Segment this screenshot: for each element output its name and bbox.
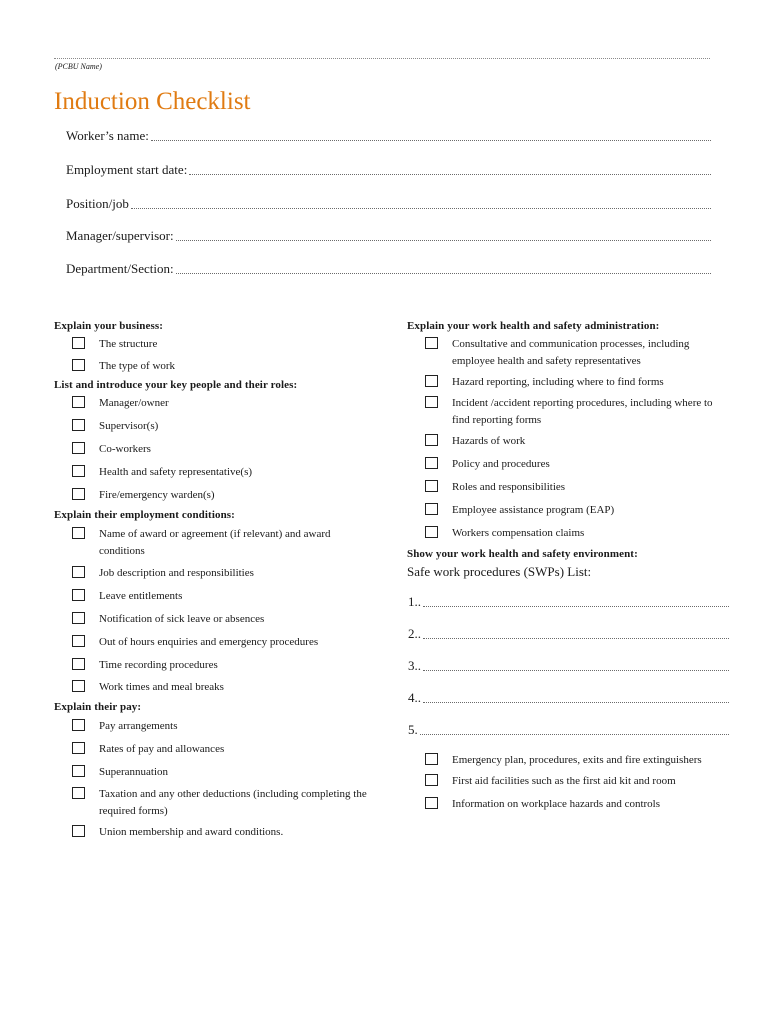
field-department-section[interactable] [66,261,711,277]
checkbox[interactable] [72,825,85,837]
checkbox[interactable] [72,680,85,692]
checkbox[interactable] [425,526,438,538]
checklist-item[interactable] [407,796,729,813]
checkbox[interactable] [72,488,85,500]
swp-number: 1.. [408,594,421,609]
checklist-item-label: Time recording procedures [99,659,218,671]
section-heading-business: Explain your business: [54,320,163,332]
fill-line[interactable] [423,702,729,703]
pcbu-name-caption: (PCBU Name) [55,62,102,71]
checklist-item-label: Leave entitlements [99,590,183,602]
checkbox[interactable] [72,765,85,777]
checklist-item-label: Employee assistance program (EAP) [452,504,615,516]
checkbox[interactable] [72,396,85,408]
page-title: Induction Checklist [54,88,251,115]
checklist-item-label: Supervisor(s) [99,420,159,432]
checklist-item-label: Incident /accident reporting procedures, including where to find reporting forms [452,397,713,426]
checklist-item[interactable] [407,502,729,519]
swp-entry[interactable] [408,594,729,610]
checklist-item[interactable] [407,752,729,769]
checklist-item-label: Hazard reporting, including where to find forms [452,376,664,388]
checklist-item[interactable] [54,679,374,696]
swp-number: 5. [408,722,418,737]
field-manager-supervisor[interactable] [66,228,711,244]
swp-entry[interactable] [408,626,729,642]
checklist-item-label: Consultative and communication processes, including employee health and safety representatives [452,338,690,367]
checklist-item-label: Taxation and any other deductions (including completing the required forms) [99,788,367,817]
checklist-item[interactable] [54,741,374,758]
field-label: Position/job [66,196,129,211]
checkbox[interactable] [425,503,438,515]
checklist-item-label: Work times and meal breaks [99,681,224,693]
checkbox[interactable] [425,480,438,492]
field-employment-start-date[interactable] [66,162,711,178]
checkbox[interactable] [425,457,438,469]
checklist-item[interactable] [54,634,374,651]
checklist-item[interactable] [54,395,374,412]
checklist-item-label: Co-workers [99,443,151,455]
swp-number: 3.. [408,658,421,673]
fill-line[interactable] [189,174,711,175]
checklist-item[interactable] [54,786,374,820]
checklist-item[interactable] [54,441,374,458]
checkbox[interactable] [425,774,438,786]
fill-line[interactable] [423,670,729,671]
section-heading-pay: Explain their pay: [54,701,142,713]
swp-list-title: Safe work procedures (SWPs) List: [407,564,592,579]
field-label: Department/Section: [66,261,174,276]
checklist-item[interactable] [54,824,374,841]
checklist-item-label: First aid facilities such as the first aid kit and room [452,775,676,787]
swp-entry[interactable] [408,722,729,738]
checklist-item[interactable] [54,657,374,674]
pcbu-name-line [54,58,710,59]
checkbox[interactable] [72,419,85,431]
checklist-item[interactable] [407,773,729,790]
checklist-item-label: Health and safety representative(s) [99,466,253,478]
checklist-item-label: Policy and procedures [452,458,550,470]
swp-entry[interactable] [408,658,729,674]
checkbox[interactable] [72,442,85,454]
checkbox[interactable] [72,719,85,731]
checklist-item[interactable] [54,487,374,504]
checklist-item[interactable] [54,718,374,735]
field-label: Employment start date: [66,162,188,177]
checklist-item-label: Out of hours enquiries and emergency procedures [99,636,319,648]
checklist-item[interactable] [407,525,729,542]
checklist-item[interactable] [54,588,374,605]
checklist-item-label: The type of work [99,360,176,372]
field-label: Worker’s name: [66,128,149,143]
checklist-item-label: Name of award or agreement (if relevant) and award conditions [99,528,331,557]
fill-line[interactable] [176,273,711,274]
checkbox[interactable] [425,434,438,446]
checkbox[interactable] [425,337,438,349]
checkbox[interactable] [72,465,85,477]
field-workers-name[interactable] [66,128,711,144]
fill-line[interactable] [423,638,729,639]
checkbox[interactable] [72,566,85,578]
checklist-item-label: Superannuation [99,766,169,778]
checklist-item-label: Hazards of work [452,435,526,447]
section-heading-environment: Show your work health and safety environment: [407,548,638,560]
checklist-item[interactable] [407,336,729,370]
checklist-item-label: Fire/emergency warden(s) [99,489,215,501]
checkbox[interactable] [72,658,85,670]
checklist-item[interactable] [407,479,729,496]
checkbox[interactable] [72,612,85,624]
checklist-item-label: Job description and responsibilities [99,567,254,579]
checklist-item-label: The structure [99,338,158,350]
checklist-item[interactable] [407,395,729,429]
swp-number: 2.. [408,626,421,641]
checkbox[interactable] [72,787,85,799]
fill-line[interactable] [423,606,729,607]
checkbox[interactable] [425,753,438,765]
checkbox[interactable] [72,527,85,539]
checklist-item[interactable] [54,565,374,582]
checklist-item-label: Information on workplace hazards and controls [452,798,661,810]
checklist-item[interactable] [407,374,729,391]
swp-number: 4.. [408,690,421,705]
checkbox[interactable] [72,337,85,349]
checkbox[interactable] [425,797,438,809]
section-heading-people: List and introduce your key people and their roles: [54,379,298,391]
checkbox[interactable] [72,635,85,647]
checklist-item[interactable] [54,418,374,435]
checklist-item-label: Notification of sick leave or absences [99,613,265,625]
fill-line[interactable] [420,734,729,735]
section-heading-employment: Explain their employment conditions: [54,509,235,521]
checklist-item[interactable] [54,764,374,781]
checklist-item[interactable] [54,336,374,353]
checkbox[interactable] [72,359,85,371]
checklist-item-label: Pay arrangements [99,720,178,732]
checklist-item[interactable] [407,456,729,473]
checklist-item-label: Manager/owner [99,397,169,409]
checklist-item[interactable] [54,358,374,375]
fill-line[interactable] [151,140,711,141]
checkbox[interactable] [425,396,438,408]
checkbox[interactable] [72,742,85,754]
checkbox[interactable] [72,589,85,601]
left-column [54,320,374,841]
section-heading-admin: Explain your work health and safety administration: [407,320,660,332]
checklist-item[interactable] [407,433,729,450]
checklist-item-label: Roles and responsibilities [452,481,566,493]
checklist-item[interactable] [54,464,374,481]
checklist-item[interactable] [54,526,374,560]
fill-line[interactable] [131,208,711,209]
right-column [407,320,729,813]
fill-line[interactable] [176,240,711,241]
field-position-job[interactable] [66,196,711,212]
checklist-item-label: Emergency plan, procedures, exits and fire extinguishers [452,754,702,766]
checklist-item-label: Workers compensation claims [452,527,585,539]
swp-entry[interactable] [408,690,729,706]
checklist-item-label: Union membership and award conditions. [99,826,284,838]
checklist-item[interactable] [54,611,374,628]
checklist-item-label: Rates of pay and allowances [99,743,225,755]
field-label: Manager/supervisor: [66,228,174,243]
checkbox[interactable] [425,375,438,387]
